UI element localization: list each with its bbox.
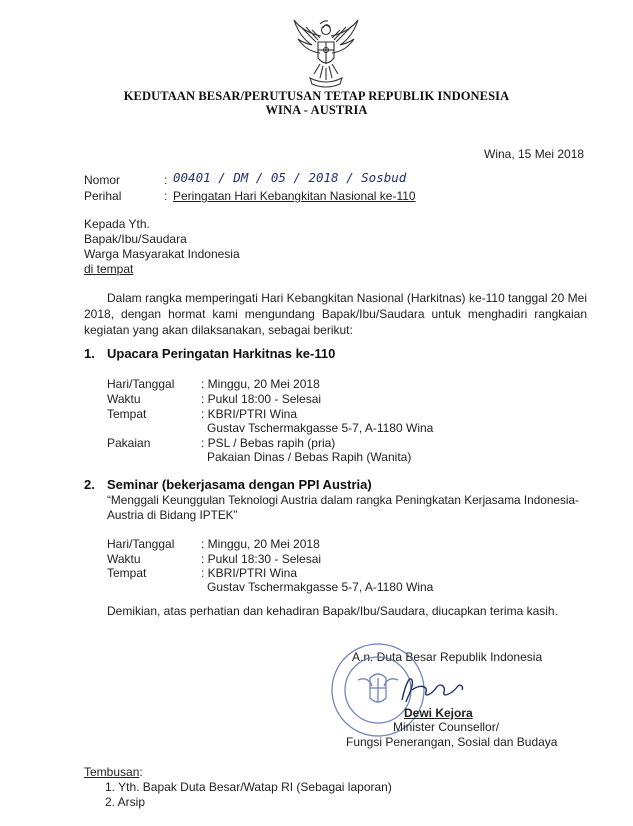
nomor-separator: : — [164, 173, 168, 187]
perihal-value: Peringatan Hari Kebangkitan Nasional ke-110 — [173, 189, 416, 203]
item-2-quote-line-2: Austria di Bidang IPTEK” — [107, 508, 238, 522]
item-2-label-time: Waktu — [107, 552, 141, 566]
item-1-label-dress: Pakaian — [107, 436, 151, 450]
signatory-title-2: Fungsi Penerangan, Sosial dan Budaya — [346, 735, 558, 749]
recipient-line-1: Kepada Yth. — [84, 217, 150, 231]
letterhead-line-2: WINA - AUSTRIA — [265, 103, 368, 117]
letterhead-line-1: KEDUTAAN BESAR/PERUTUSAN TETAP REPUBLIK INDONESIA — [123, 89, 510, 103]
item-1-value-time: : Pukul 18:00 - Selesai — [201, 392, 322, 406]
item-2-value-time: : Pukul 18:30 - Selesai — [201, 552, 322, 566]
letter-date: Wina, 15 Mei 2018 — [484, 147, 585, 161]
tembusan-heading — [84, 765, 143, 779]
signatory-title-1: Minister Counsellor/ — [393, 720, 500, 734]
recipient-line-3: Warga Masyarakat Indonesia — [84, 247, 240, 261]
tembusan-label: Tembusan — [84, 765, 140, 779]
perihal-label: Perihal — [84, 189, 122, 203]
item-1-title: Upacara Peringatan Harkitnas ke-110 — [107, 346, 336, 361]
recipient-line-4: di tempat — [84, 262, 134, 276]
perihal-separator: : — [164, 189, 168, 203]
item-1-label-place: Tempat — [107, 407, 147, 421]
item-1-value-date: : Minggu, 20 Mei 2018 — [201, 377, 320, 391]
tembusan-item-2: 2. Arsip — [105, 795, 146, 809]
item-2-label-date: Hari/Tanggal — [107, 537, 175, 551]
item-2-label-place: Tempat — [107, 566, 147, 580]
item-1-label-date: Hari/Tanggal — [107, 377, 175, 391]
nomor-value: 00401 / DM / 05 / 2018 / Sosbud — [173, 170, 407, 185]
item-1-number: 1. — [84, 346, 95, 361]
tembusan-item-1: 1. Yth. Bapak Duta Besar/Watap RI (Sebagai laporan) — [105, 780, 392, 794]
item-1-label-time: Waktu — [107, 392, 141, 406]
item-2-number: 2. — [84, 477, 95, 492]
item-2-value-place: : KBRI/PTRI Wina — [201, 566, 298, 580]
nomor-label: Nomor — [84, 173, 121, 187]
closing-paragraph: Demikian, atas perhatian dan kehadiran Bapak/Ibu/Saudara, diucapkan terima kasih. — [107, 604, 558, 618]
signature-scribble-icon — [398, 672, 468, 706]
item-1-value-dress-women: Pakaian Dinas / Bebas Rapih (Wanita) — [207, 450, 412, 464]
intro-paragraph: Dalam rangka memperingati Hari Kebangkitan Nasional (Harkitnas) ke-110 tanggal 20 Mei 2018, dengan hormat kami mengundang Bapak/Ibu/Saudara untuk menghadiri rangkaian kegiatan yang akan dilaksanakan, sebagai berikut: — [84, 291, 587, 337]
item-2-value-address: Gustav Tschermakgasse 5-7, A-1180 Wina — [207, 580, 434, 594]
item-2-title: Seminar (bekerjasama dengan PPI Austria) — [107, 477, 372, 492]
garuda-emblem-icon — [290, 18, 362, 90]
item-1-value-address: Gustav Tschermakgasse 5-7, A-1180 Wina — [207, 421, 434, 435]
item-2-quote-line-1: “Menggali Keunggulan Teknologi Austria dalam rangka Peningkatan Kerjasama Indonesia- — [107, 493, 579, 507]
item-1-value-dress-men: : PSL / Bebas rapih (pria) — [201, 436, 336, 450]
tembusan-colon: : — [139, 765, 143, 779]
item-1-value-place: : KBRI/PTRI Wina — [201, 407, 298, 421]
item-2-value-date: : Minggu, 20 Mei 2018 — [201, 537, 320, 551]
signatory-name: Dewi Kejora — [404, 706, 473, 720]
signature-on-behalf: A.n. Duta Besar Republik Indonesia — [352, 650, 543, 664]
recipient-line-2: Bapak/Ibu/Saudara — [84, 232, 187, 246]
